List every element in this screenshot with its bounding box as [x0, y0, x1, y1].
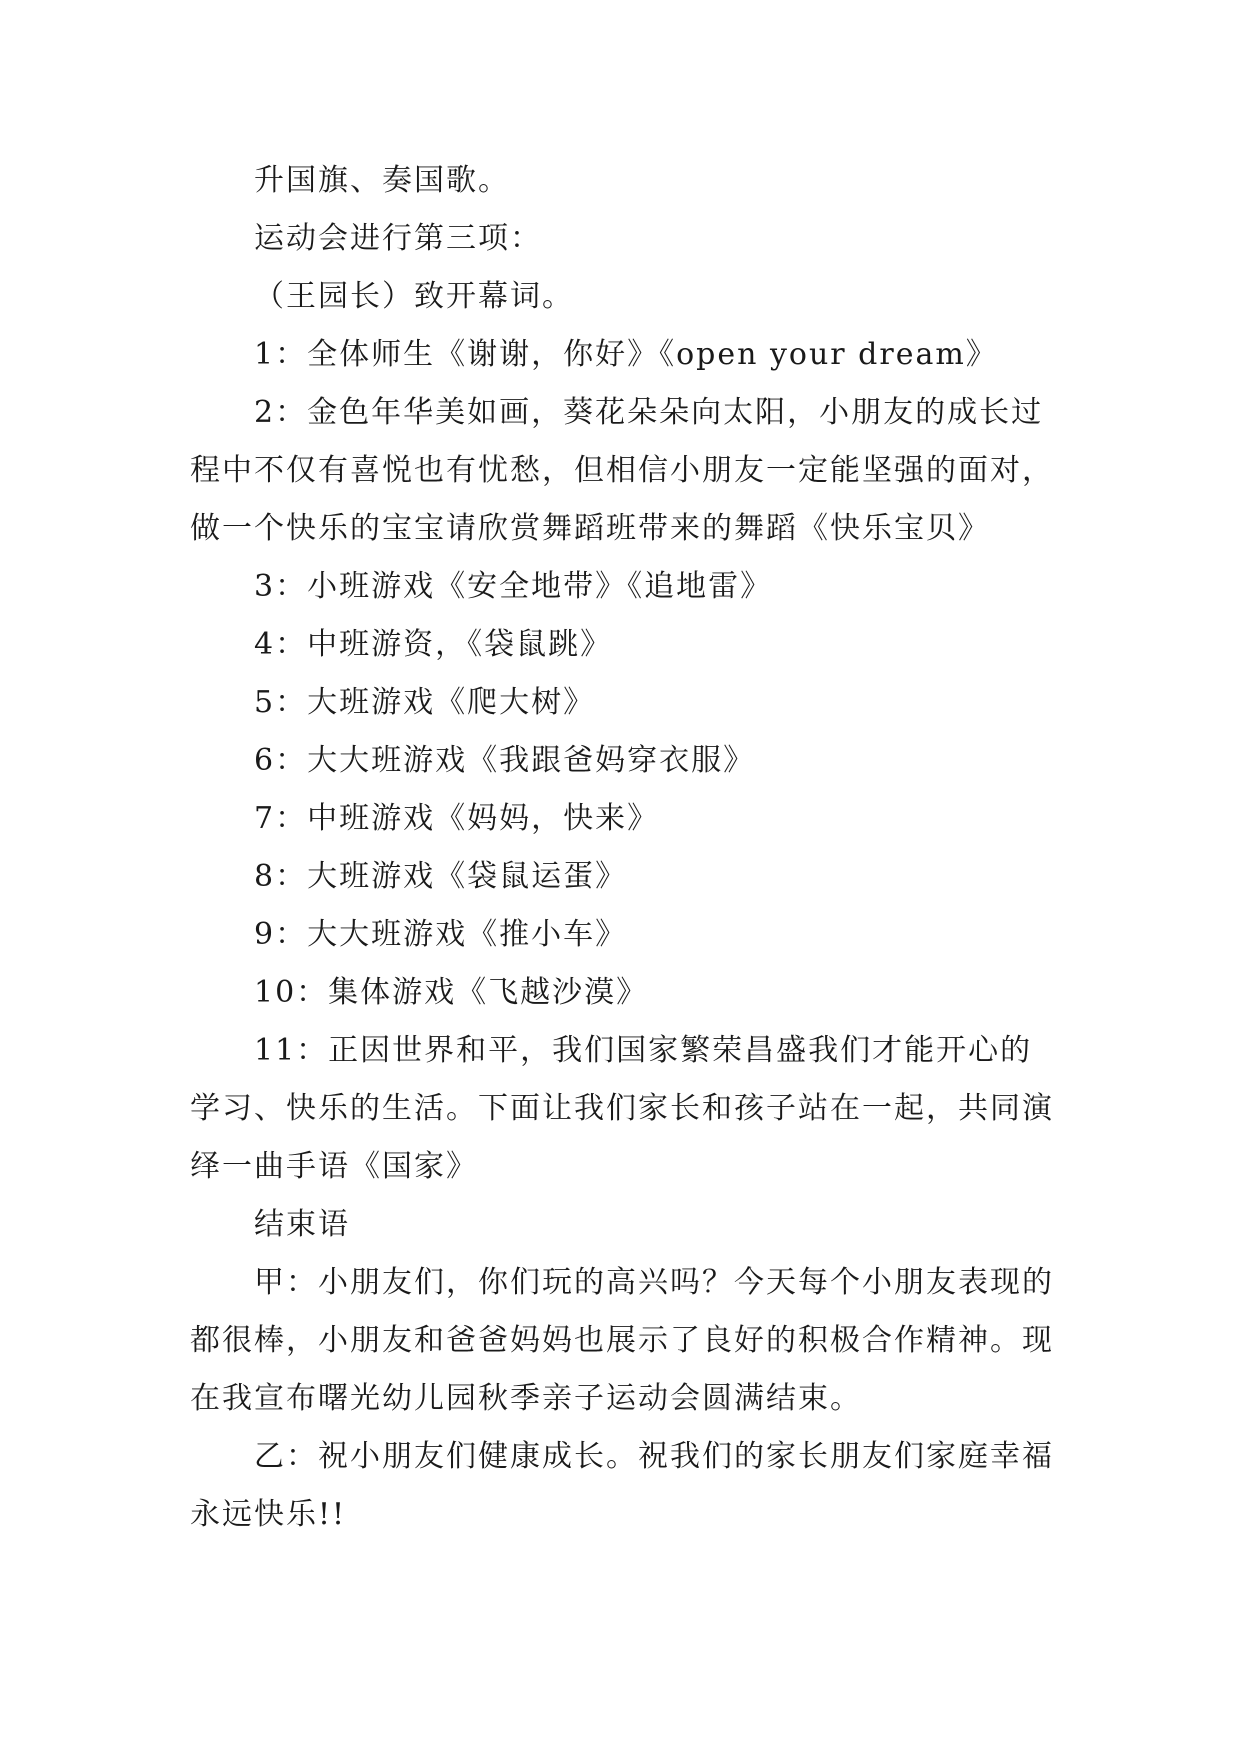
paragraph-program-2: 2：金色年华美如画，葵花朵朵向太阳，小朋友的成长过程中不仅有喜悦也有忧愁，但相信小朋友一定能坚强的面对，做一个快乐的宝宝请欣赏舞蹈班带来的舞蹈《快乐宝贝》 [190, 395, 1054, 546]
paragraph-program-3: 3：小班游戏《安全地带》《追地雷》 [254, 569, 773, 604]
paragraph-closing-speaker-b: 乙：祝小朋友们健康成长。祝我们的家长朋友们家庭幸福永远快乐!! [190, 1439, 1054, 1532]
paragraph-program-5: 5：大班游戏《爬大树》 [254, 685, 596, 720]
paragraph-program-1: 1：全体师生《谢谢，你好》《open your dream》 [254, 337, 998, 372]
paragraph-agenda-item-three: 运动会进行第三项： [254, 221, 542, 256]
paragraph-program-8: 8：大班游戏《袋鼠运蛋》 [254, 859, 628, 894]
paragraph-opening-speech: （王园长）致开幕词。 [254, 279, 574, 314]
paragraph-flag-ceremony: 升国旗、奏国歌。 [254, 163, 510, 198]
paragraph-closing-speaker-a: 甲：小朋友们，你们玩的高兴吗？今天每个小朋友表现的都很棒，小朋友和爸爸妈妈也展示了良好的积极合作精神。现在我宣布曙光幼儿园秋季亲子运动会圆满结束。 [190, 1265, 1054, 1416]
section-heading-closing: 结束语 [254, 1207, 350, 1242]
paragraph-program-4: 4：中班游资，《袋鼠跳》 [254, 627, 613, 662]
paragraph-program-7: 7：中班游戏《妈妈，快来》 [254, 801, 660, 836]
paragraph-program-6: 6：大大班游戏《我跟爸妈穿衣服》 [254, 743, 756, 778]
paragraph-program-11: 11：正因世界和平，我们国家繁荣昌盛我们才能开心的学习、快乐的生活。下面让我们家长和孩子站在一起，共同演绎一曲手语《国家》 [190, 1033, 1054, 1184]
paragraph-program-9: 9：大大班游戏《推小车》 [254, 917, 628, 952]
document-body [190, 152, 1060, 1544]
paragraph-program-10: 10：集体游戏《飞越沙漠》 [254, 975, 649, 1010]
